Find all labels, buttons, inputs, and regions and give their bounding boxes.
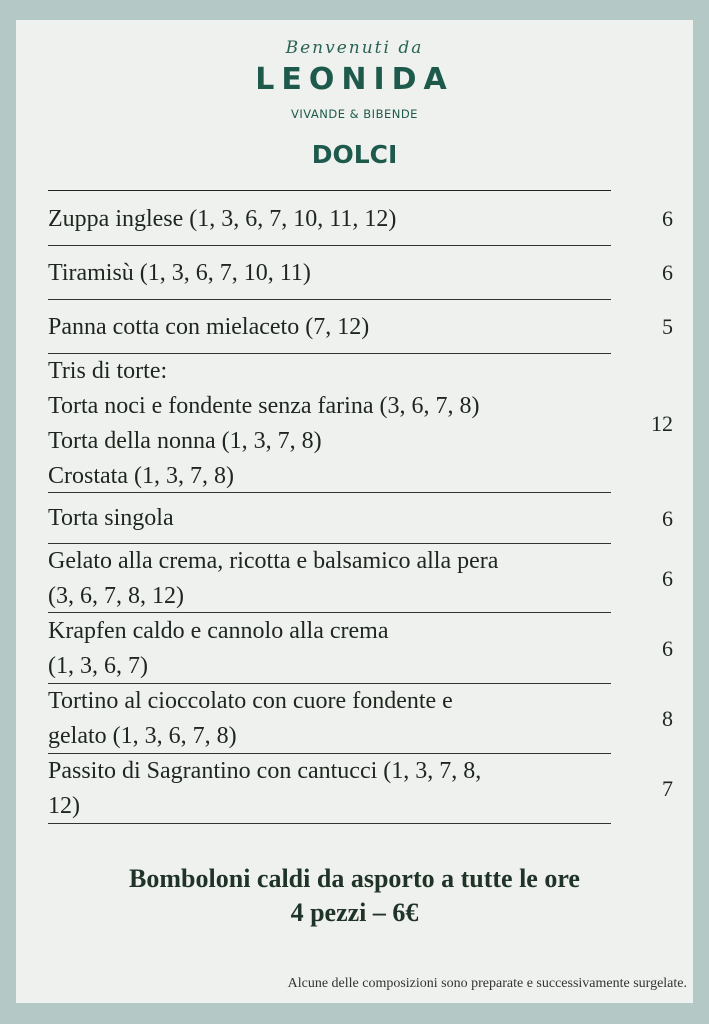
item-name: Passito di Sagrantino con cantucci (1, 3, 7, 8, — [48, 758, 482, 784]
item-price: 6 — [662, 260, 673, 285]
brand-logo: LEONIDA — [255, 62, 454, 97]
item-price: 12 — [651, 410, 673, 436]
menu-item — [48, 754, 673, 824]
menu-item — [48, 613, 673, 684]
item-name: Tiramisù (1, 3, 6, 7, 10, 11) — [48, 259, 311, 286]
menu-item — [48, 493, 673, 544]
item-subitem: Crostata (1, 3, 7, 8) — [48, 462, 234, 489]
item-price: 6 — [662, 206, 673, 231]
item-price: 8 — [662, 706, 673, 731]
item-name: Tris di torte: — [48, 357, 168, 384]
item-subitem: Torta della nonna (1, 3, 7, 8) — [48, 427, 322, 454]
menu-item — [48, 354, 673, 493]
item-allergens: 12) — [48, 793, 80, 819]
item-allergens: (3, 6, 7, 8, 12) — [48, 582, 184, 609]
item-price: 6 — [662, 635, 673, 661]
welcome-script: Benvenuti da — [285, 38, 424, 58]
item-price: 6 — [662, 505, 673, 531]
menu-item — [48, 300, 673, 354]
item-subitem: Torta noci e fondente senza farina (3, 6, 7, 8) — [48, 392, 480, 419]
item-price: 7 — [662, 776, 673, 801]
item-price: 6 — [662, 565, 673, 591]
brand-tagline: VIVANDE & BIBENDE — [291, 107, 418, 121]
item-price: 5 — [662, 314, 673, 339]
section-title: DOLCI — [311, 140, 398, 169]
item-name: Gelato alla crema, ricotta e balsamico alla pera — [48, 547, 499, 574]
item-allergens: (1, 3, 6, 7) — [48, 652, 148, 679]
item-name: Torta singola — [48, 505, 174, 531]
item-name: Tortino al cioccolato con cuore fondente e — [48, 688, 453, 714]
item-name: Panna cotta con mielaceto (7, 12) — [48, 313, 370, 340]
item-name: Zuppa inglese (1, 3, 6, 7, 10, 11, 12) — [48, 205, 397, 232]
item-name: Krapfen caldo e cannolo alla crema — [48, 617, 389, 644]
item-allergens: gelato (1, 3, 6, 7, 8) — [48, 723, 237, 749]
promo-block — [0, 862, 709, 930]
menu-item — [48, 684, 673, 754]
menu-item — [48, 246, 673, 300]
divider — [48, 190, 611, 191]
menu-item — [48, 544, 673, 613]
menu-item — [48, 192, 673, 246]
promo-title: Bomboloni caldi da asporto a tutte le ore — [129, 864, 580, 893]
footnote: Alcune delle composizioni sono preparate e successivamente surgelate. — [287, 976, 687, 991]
promo-price: 4 pezzi – 6€ — [290, 898, 419, 927]
